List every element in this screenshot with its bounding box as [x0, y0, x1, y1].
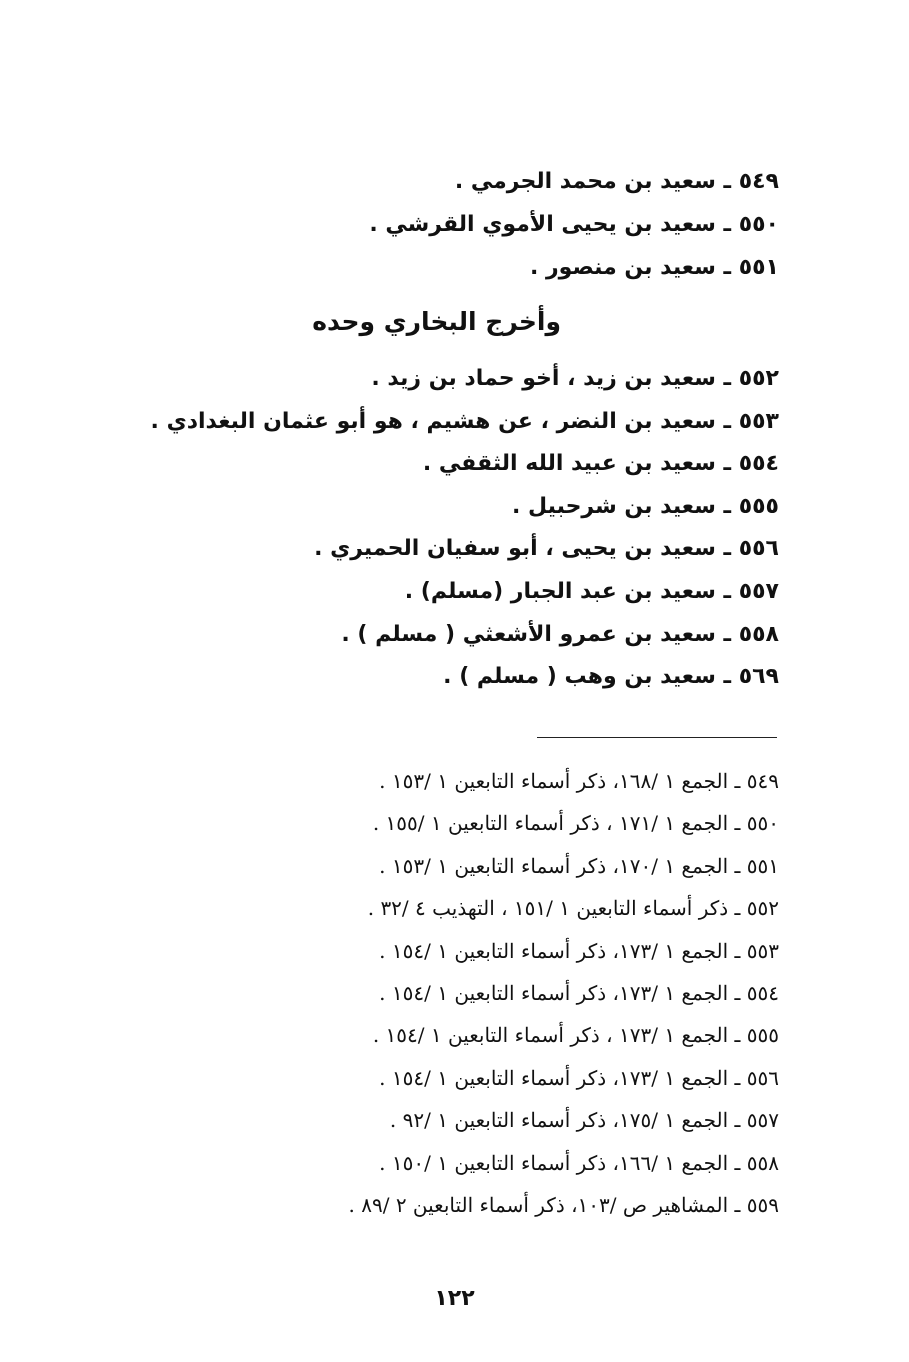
narrator-entry: ٥٥٧ ـ سعيد بن عبد الجبار (مسلم) . — [404, 578, 779, 604]
footnote-item: ٥٥٤ ـ الجمع ١ /١٧٣، ذكر أسماء التابعين ١ /١٥٤ . — [379, 980, 779, 1005]
footnote-item: ٥٥٧ ـ الجمع ١ /١٧٥، ذكر أسماء التابعين ١ /٩٢ . — [389, 1108, 779, 1133]
footnote-item: ٥٥١ ـ الجمع ١ /١٧٠، ذكر أسماء التابعين ١ /١٥٣ . — [379, 853, 779, 878]
footnote-divider — [537, 737, 777, 738]
narrator-list-shared — [159, 160, 779, 289]
narrator-list-bukhari-only — [139, 358, 779, 699]
footnote-item: ٥٥٩ ـ المشاهير ص /١٠٣، ذكر أسماء التابعين ٢ /٨٩ . — [348, 1192, 779, 1217]
narrator-entry: ٥٥٤ ـ سعيد بن عبيد الله الثقفي . — [422, 451, 779, 477]
footnote-item: ٥٥٣ ـ الجمع ١ /١٧٣، ذكر أسماء التابعين ١ /١٥٤ . — [379, 938, 779, 963]
narrator-entry: ٥٥٨ ـ سعيد بن عمرو الأشعثي ( مسلم ) . — [341, 621, 779, 647]
narrator-entry: ٥٥٢ ـ سعيد بن زيد ، أخو حماد بن زيد . — [371, 366, 779, 391]
page-number: ١٢٢ — [434, 1286, 475, 1311]
narrator-entry: ٥٥١ ـ سعيد بن منصور . — [529, 255, 779, 280]
narrator-entry: ٥٥٣ ـ سعيد بن النضر ، عن هشيم ، هو أبو عثمان البغدادي . — [150, 408, 779, 434]
narrator-entry: ٥٥٦ ـ سعيد بن يحيى ، أبو سفيان الحميري . — [314, 536, 779, 562]
narrator-entry: ٥٦٩ ـ سعيد بن وهب ( مسلم ) . — [443, 664, 779, 690]
section-heading: وأخرج البخاري وحده — [312, 307, 561, 336]
narrator-entry: ٥٤٩ ـ سعيد بن محمد الجرمي . — [454, 169, 779, 194]
footnote-item: ٥٥٨ ـ الجمع ١ /١٦٦، ذكر أسماء التابعين ١ /١٥٠ . — [379, 1150, 779, 1175]
footnotes-list — [139, 760, 779, 1226]
narrator-entry: ٥٥٥ ـ سعيد بن شرحبيل . — [511, 493, 779, 519]
footnote-item: ٥٤٩ ـ الجمع ١ /١٦٨، ذكر أسماء التابعين ١ /١٥٣ . — [379, 769, 779, 793]
footnote-item: ٥٥٠ ـ الجمع ١ /١٧١ ، ذكر أسماء التابعين ١ /١٥٥ . — [372, 811, 779, 836]
footnote-item: ٥٥٢ ـ ذكر أسماء التابعين ١ /١٥١ ، التهذيب ٤ /٣٢ . — [367, 896, 779, 921]
footnote-item: ٥٥٥ ـ الجمع ١ /١٧٣ ، ذكر أسماء التابعين ١ /١٥٤ . — [372, 1023, 779, 1048]
narrator-entry: ٥٥٠ ـ سعيد بن يحيى الأموي القرشي . — [369, 212, 779, 237]
footnote-item: ٥٥٦ ـ الجمع ١ /١٧٣، ذكر أسماء التابعين ١ /١٥٤ . — [379, 1065, 779, 1090]
